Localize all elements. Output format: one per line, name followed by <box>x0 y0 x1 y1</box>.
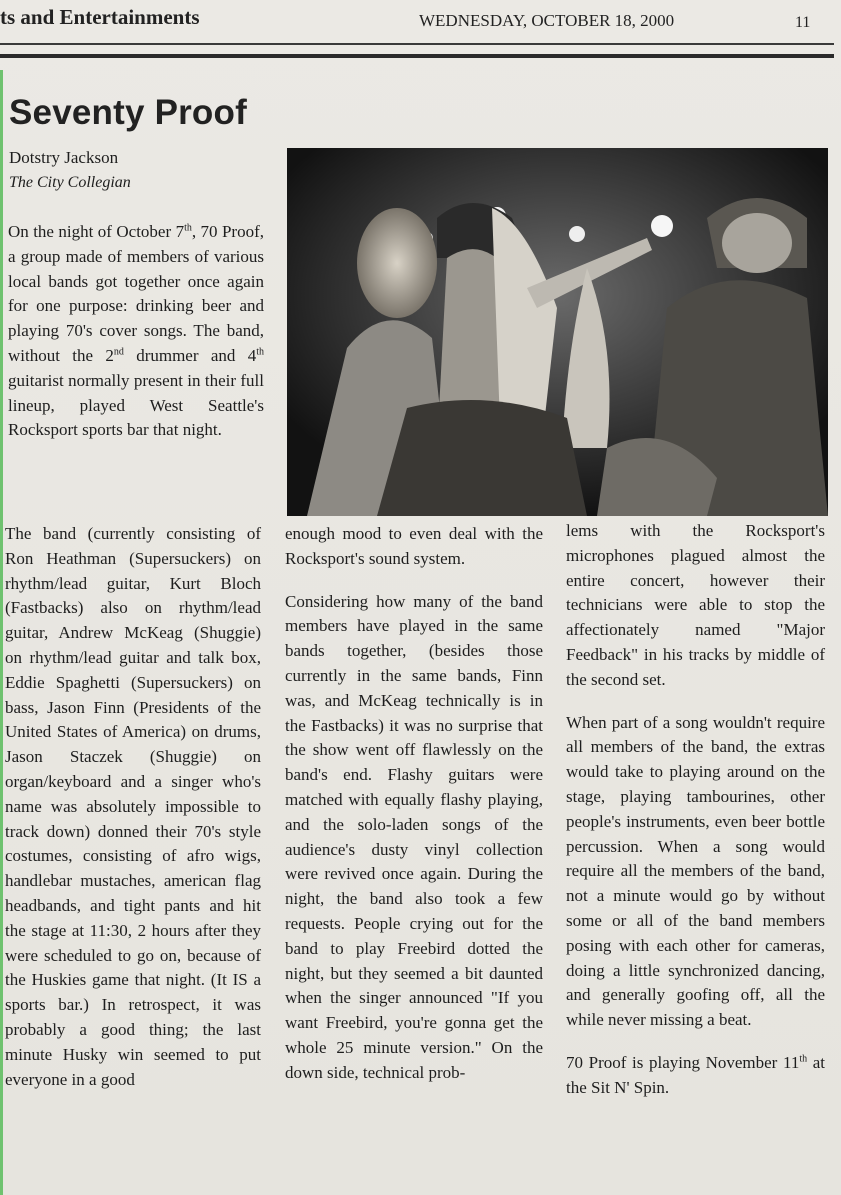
column3-paragraph-1: lems with the Rocksport's microphones plagued almost the entire concert, however their technicians were able to stop the affectionately named "Major Feedback" in his tracks by middle of the second set. <box>566 521 825 689</box>
intro-text-a: On the night of October 7 <box>8 222 185 241</box>
column1-paragraph: The band (currently consisting of Ron Heathman (Supersuckers) on rhythm/lead guitar, Kurt Bloch (Fastbacks) also on rhythm/lead guitar, Andrew McKeag (Shuggie) on rhythm/lead guitar and talk box, Eddie Spaghetti (Supersuckers) on bass, Jason Finn (Presidents of the United States of America) on drums, Jason Staczek (Shuggie) on organ/keyboard and a singer who's name was absolutely impossible to track down) donned their 70's style costumes, consisting of afro wigs, handlebar mustaches, american flag headbands, and tight pants and hit the stage at 11:30, 2 hours after they were scheduled to go on, because of the Huskies game that night. (It IS a sports bar.) In retrospect, it was probably a good thing; the last minute Husky win seemed to put everyone in a good <box>5 524 261 1089</box>
intro-sup-b: nd <box>113 346 124 358</box>
paragraph-gap <box>566 1033 825 1051</box>
page-number: 11 <box>795 14 811 31</box>
closing-text-b: at the Sit N' Spin. <box>566 1052 825 1097</box>
header-rule-thick <box>0 54 834 58</box>
intro-sup-a: th <box>184 222 192 234</box>
byline-outlet: The City Collegian <box>9 174 131 191</box>
column3-paragraph-3 <box>566 1051 825 1101</box>
article-column-1 <box>5 522 261 1092</box>
issue-date: WEDNESDAY, OCTOBER 18, 2000 <box>419 11 675 30</box>
intro-sup-c: th <box>256 346 264 358</box>
page-header <box>0 0 841 44</box>
closing-sup: th <box>799 1053 808 1065</box>
column3-paragraph-2: When part of a song wouldn't require all members of the band, the extras would take to playing around on the stage, playing tambourines, other people's instruments, even beer bottle percussion. When a song would require all the members of the band, not a minute would go by without some or all of the band members posing with each other for cameras, doing a little synchronized dancing, and generally goofing off, all the while never missing a beat. <box>566 712 825 1030</box>
intro-text-d: guitarist normally present in their full lineup, played West Seattle's Rocksport sports bar that night. <box>8 370 264 440</box>
column2-paragraph-1: enough mood to even deal with the Rocksport's sound system. <box>285 524 543 568</box>
paragraph-gap <box>285 572 543 590</box>
article-column-3 <box>566 519 825 1101</box>
article-headline: Seventy Proof <box>9 93 247 133</box>
band-photo-image <box>287 148 828 516</box>
byline-author: Dotstry Jackson <box>9 148 119 167</box>
article-column-2 <box>285 522 543 1086</box>
closing-text-a: 70 Proof is playing November 11 <box>566 1052 800 1072</box>
scan-edge <box>0 70 3 1195</box>
band-photo <box>287 148 828 516</box>
intro-text-c: drummer and 4 <box>123 345 257 365</box>
paragraph-gap <box>566 693 825 711</box>
column2-paragraph-2: Considering how many of the band members have played in the same bands together, (besides those currently in the same bands, Finn was, and McKeag technically is in the Fastbacks) it was no surprise that the show went off flawlessly on the band's end. Flashy guitars were matched with equally flashy playing, and the solo-laden songs of the audience's dusty vinyl collection were revived once again. During the night, the band also took a few requests. People crying out for the band to play Freebird dotted the night, but they seemed a bit daunted when the singer announced "If you want Freebird, you're gonna get the whole 25 minute version." On the down side, technical prob- <box>285 591 543 1082</box>
header-rule-thin <box>0 43 834 45</box>
section-title: ts and Entertainments <box>0 5 200 29</box>
intro-paragraph <box>8 220 264 443</box>
intro-text-b: , 70 Proof, a group made of members of various local bands got together once again for one purpose: drinking beer and playing 70's cover songs. The band, without the 2 <box>8 222 265 365</box>
